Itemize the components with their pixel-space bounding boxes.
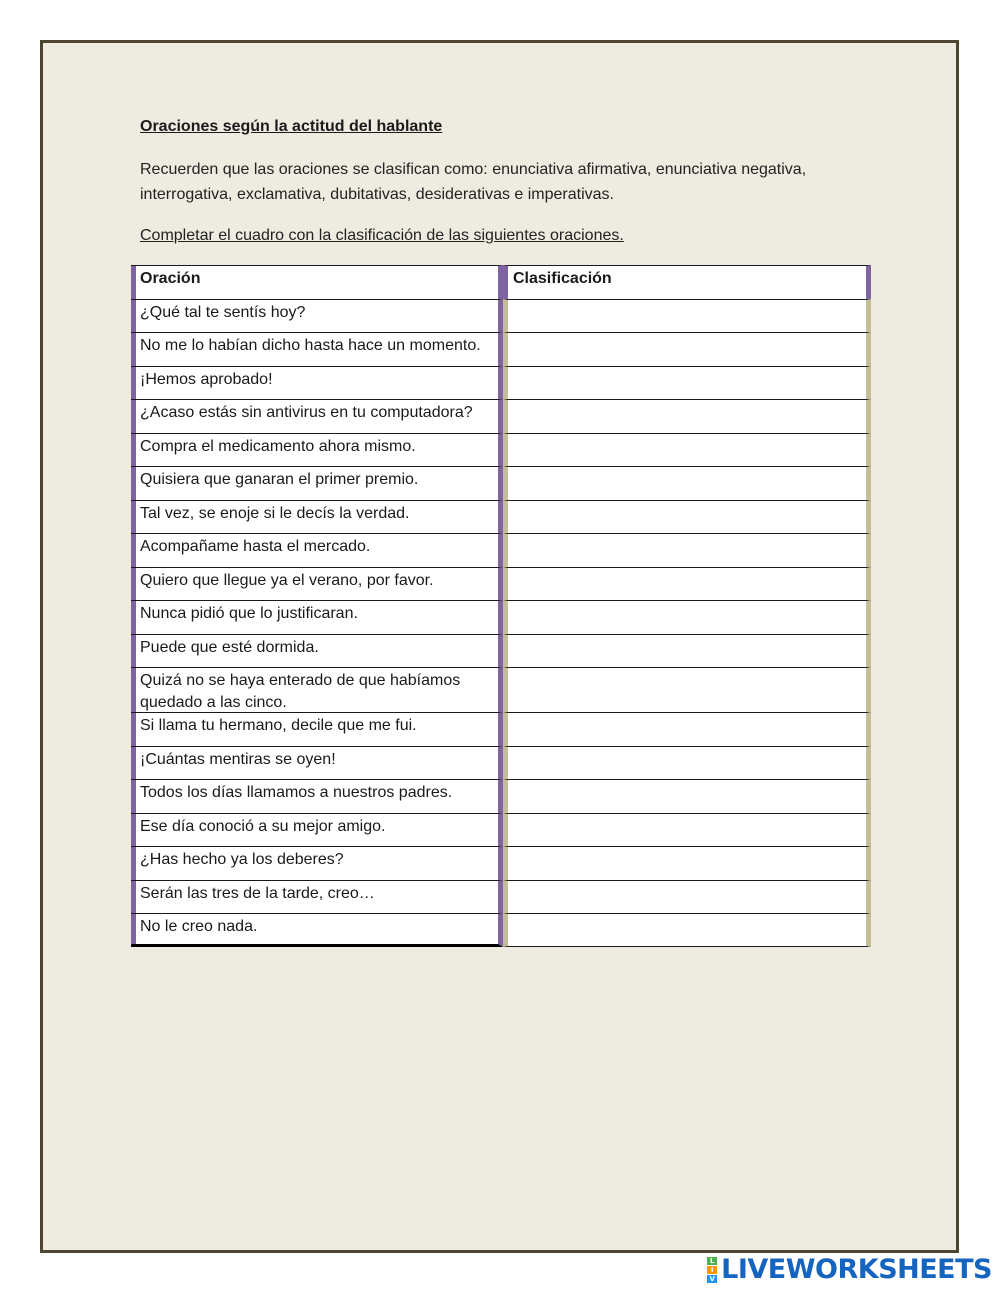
logo-letter-v: V	[707, 1275, 717, 1283]
table-row	[131, 667, 871, 712]
oracion-cell: Puede que esté dormida.	[131, 634, 503, 668]
table-row	[131, 779, 871, 813]
oracion-cell: Quisiera que ganaran el primer premio.	[131, 466, 503, 500]
logo-letter-l: L	[707, 1257, 717, 1265]
oracion-cell: Serán las tres de la tarde, creo…	[131, 880, 503, 914]
table-row	[131, 366, 871, 400]
oracion-cell: ¿Qué tal te sentís hoy?	[131, 299, 503, 333]
oracion-cell: Si llama tu hermano, decile que me fui.	[131, 712, 503, 746]
logo-mark-icon	[707, 1257, 717, 1283]
clasificacion-answer-cell[interactable]	[503, 913, 871, 947]
clasificacion-answer-cell[interactable]	[503, 600, 871, 634]
clasificacion-answer-cell[interactable]	[503, 567, 871, 601]
clasificacion-answer-cell[interactable]	[503, 667, 871, 712]
oracion-cell: Ese día conoció a su mejor amigo.	[131, 813, 503, 847]
oracion-cell: Todos los días llamamos a nuestros padres.	[131, 779, 503, 813]
table-row	[131, 466, 871, 500]
table-row	[131, 712, 871, 746]
oracion-cell: ¡Cuántas mentiras se oyen!	[131, 746, 503, 780]
clasificacion-answer-cell[interactable]	[503, 332, 871, 366]
table-row	[131, 746, 871, 780]
table-row	[131, 567, 871, 601]
instruction-text: Completar el cuadro con la clasificación de las siguientes oraciones.	[140, 227, 624, 244]
table-row	[131, 332, 871, 366]
clasificacion-answer-cell[interactable]	[503, 399, 871, 433]
table-row	[131, 846, 871, 880]
header-oracion: Oración	[131, 265, 503, 299]
clasificacion-answer-cell[interactable]	[503, 466, 871, 500]
table-row	[131, 913, 871, 947]
oracion-cell: Nunca pidió que lo justificaran.	[131, 600, 503, 634]
clasificacion-answer-cell[interactable]	[503, 880, 871, 914]
oracion-cell: ¿Acaso estás sin antivirus en tu computadora?	[131, 399, 503, 433]
table-body	[131, 299, 871, 947]
table-row	[131, 813, 871, 847]
table-row	[131, 399, 871, 433]
oracion-cell: Quiero que llegue ya el verano, por favor.	[131, 567, 503, 601]
oracion-cell: Acompañame hasta el mercado.	[131, 533, 503, 567]
clasificacion-answer-cell[interactable]	[503, 634, 871, 668]
clasificacion-answer-cell[interactable]	[503, 366, 871, 400]
clasificacion-answer-cell[interactable]	[503, 433, 871, 467]
clasificacion-answer-cell[interactable]	[503, 712, 871, 746]
table-row	[131, 433, 871, 467]
table-row	[131, 500, 871, 534]
clasificacion-answer-cell[interactable]	[503, 813, 871, 847]
table-row	[131, 880, 871, 914]
clasificacion-answer-cell[interactable]	[503, 779, 871, 813]
worksheet-page	[40, 40, 959, 1253]
intro-text: Recuerden que las oraciones se clasifican como: enunciativa afirmativa, enunciativa negativa, interrogativa, exclamativa, dubitativas, desiderativas e imperativas.	[140, 161, 807, 203]
table-row	[131, 299, 871, 333]
clasificacion-answer-cell[interactable]	[503, 299, 871, 333]
oracion-cell: No me lo habían dicho hasta hace un momento.	[131, 332, 503, 366]
oracion-cell: ¿Has hecho ya los deberes?	[131, 846, 503, 880]
clasificacion-answer-cell[interactable]	[503, 846, 871, 880]
table-row	[131, 634, 871, 668]
clasificacion-answer-cell[interactable]	[503, 500, 871, 534]
clasificacion-answer-cell[interactable]	[503, 533, 871, 567]
table-row	[131, 600, 871, 634]
oracion-cell: Tal vez, se enoje si le decís la verdad.	[131, 500, 503, 534]
oracion-cell: No le creo nada.	[131, 913, 503, 947]
oracion-cell: Compra el medicamento ahora mismo.	[131, 433, 503, 467]
classification-table	[131, 265, 871, 947]
table-row	[131, 533, 871, 567]
oracion-cell: Quizá no se haya enterado de que habíamos quedado a las cinco.	[131, 667, 503, 712]
table-header-row	[131, 265, 871, 299]
worksheet-title: Oraciones según la actitud del hablante	[140, 118, 443, 135]
oracion-cell: ¡Hemos aprobado!	[131, 366, 503, 400]
header-clasificacion: Clasificación	[503, 265, 871, 299]
clasificacion-answer-cell[interactable]	[503, 746, 871, 780]
liveworksheets-logo	[707, 1254, 992, 1285]
logo-letter-i: I	[707, 1266, 717, 1274]
logo-text: LIVEWORKSHEETS	[721, 1254, 992, 1285]
